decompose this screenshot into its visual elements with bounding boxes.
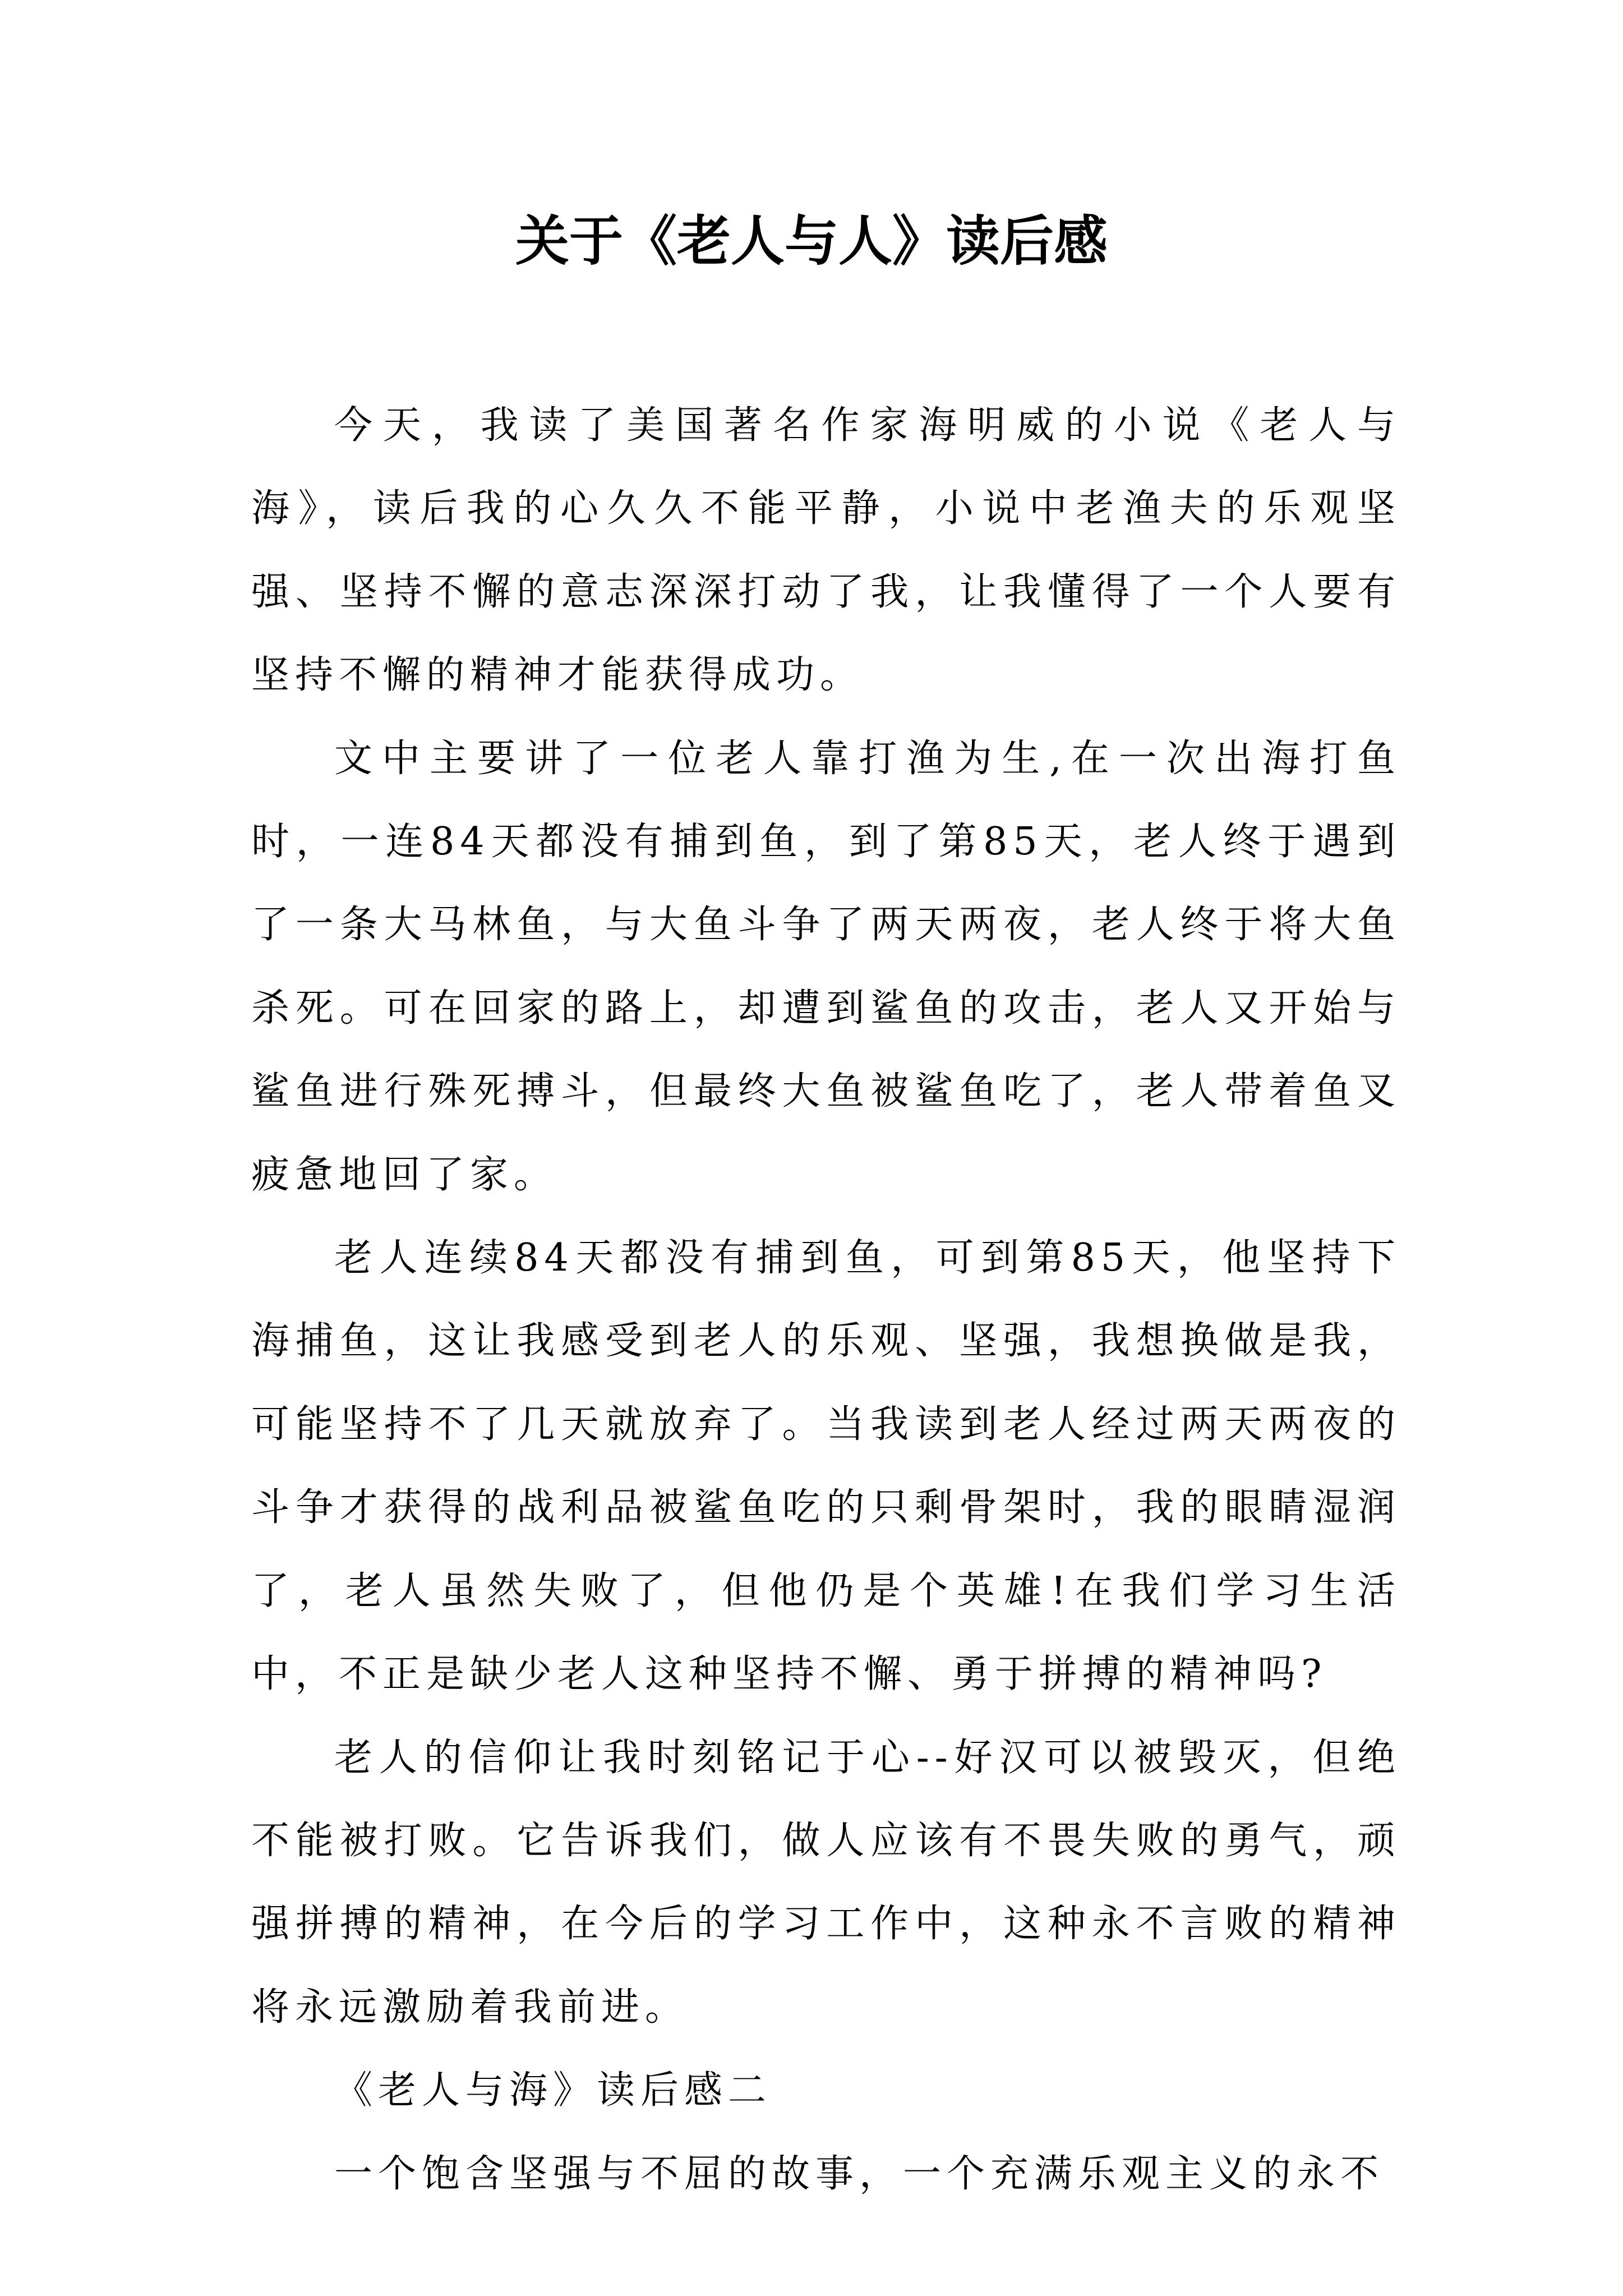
- page-title: 关于《老人与人》读后感: [515, 209, 1108, 273]
- paragraph-2: 文中主要讲了一位老人靠打渔为生,在一次出海打鱼时，一连84天都没有捕到鱼，到了第85天，老人终于遇到了一条大马林鱼，与大鱼斗争了两天两夜，老人终于将大鱼杀死。可在回家的路上，却遭到鲨鱼的攻击，老人又开始与鲨鱼进行殊死搏斗，但最终大鱼被鲨鱼吃了，老人带着鱼叉疲惫地回了家。: [251, 736, 1401, 1197]
- paragraph-5: 一个饱含坚强与不屈的故事，一个充满乐观主义的永不: [334, 2151, 1385, 2196]
- paragraph-4: 老人的信仰让我时刻铭记于心--好汉可以被毁灭，但绝不能被打败。它告诉我们，做人应该有不畏失败的勇气，顽强拼搏的精神，在今后的学习工作中，这种永不言败的精神将永远激励着我前进。: [251, 1735, 1401, 2030]
- paragraph-3: 老人连续84天都没有捕到鱼，可到第85天，他坚持下海捕鱼，这让我感受到老人的乐观、坚强，我想换做是我，可能坚持不了几天就放弃了。当我读到老人经过两天两夜的斗争才获得的战利品被鲨鱼吃的只剩骨架时，我的眼睛湿润了，老人虽然失败了，但他仍是个英雄!在我们学习生活中，不正是缺少老人这种坚持不懈、勇于拼搏的精神吗?: [251, 1236, 1401, 1697]
- section-heading: 《老人与海》读后感二: [334, 2068, 772, 2113]
- document-body: [251, 384, 1401, 2216]
- paragraph-1: 今天，我读了美国著名作家海明威的小说《老人与海》，读后我的心久久不能平静，小说中老渔夫的乐观坚强、坚持不懈的意志深深打动了我，让我懂得了一个人要有坚持不懈的精神才能获得成功。: [251, 403, 1401, 698]
